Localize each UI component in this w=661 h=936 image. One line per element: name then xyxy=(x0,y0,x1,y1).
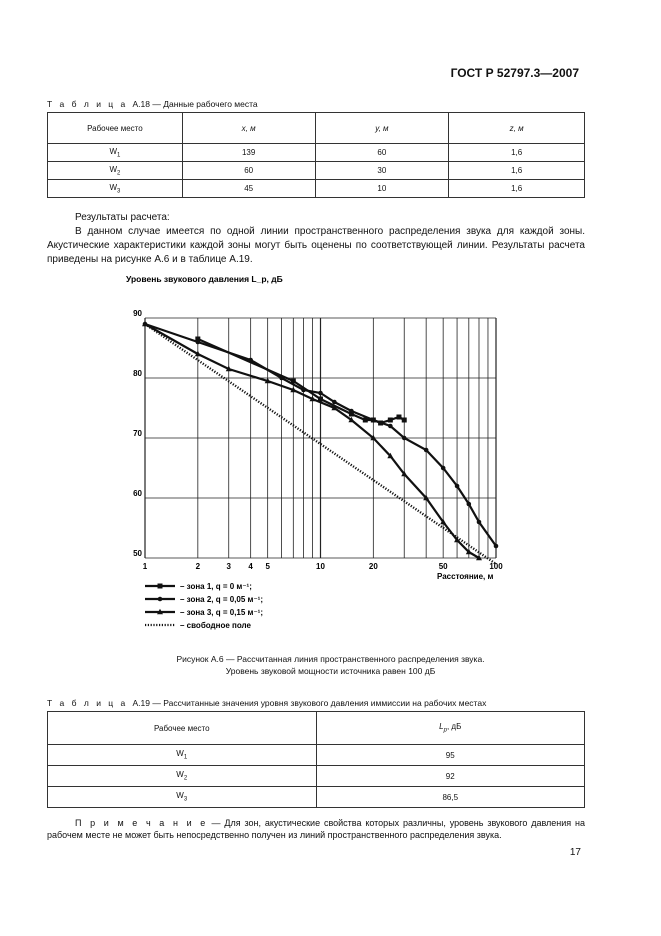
y-cell: 10 xyxy=(315,180,449,198)
results-section xyxy=(47,211,585,267)
header-cell: z, м xyxy=(449,113,585,144)
table-caption-prefix: Т а б л и ц а xyxy=(47,698,128,708)
y-cell: 60 xyxy=(315,144,449,162)
figure-caption xyxy=(47,653,614,677)
data-point-square xyxy=(388,418,393,423)
y-tick-label: 80 xyxy=(133,369,142,378)
place-cell: $W_1$ xyxy=(48,745,317,766)
data-point-circle xyxy=(279,376,284,381)
figure-caption-line1: Рисунок А.6 — Рассчитанная линия пространственного распределения звука. xyxy=(176,654,485,664)
results-paragraph: В данном случае имеется по одной линии пространственного распределения звука для каждой зоны. Акустические характеристики каждой зоны могут быть оценены по соответствующей линии. Результаты расчета приведены на рисунке А.6 и в таблице А.19. xyxy=(47,226,585,265)
legend-label: – зона 1, q = 0 м⁻¹; xyxy=(180,582,252,591)
table-row xyxy=(48,162,585,180)
table-row xyxy=(48,745,585,766)
value-cell: 86,5 xyxy=(316,787,584,808)
table-a19-caption xyxy=(47,698,486,708)
z-cell: 1,6 xyxy=(449,162,585,180)
x-tick-label: 50 xyxy=(438,562,448,571)
x-cell: 45 xyxy=(182,180,315,198)
series-line xyxy=(145,324,479,558)
note-prefix: П р и м е ч а н и е xyxy=(75,818,208,828)
data-point-square xyxy=(402,418,407,423)
place-cell: $W_2$ xyxy=(48,162,183,180)
table-caption-prefix: Т а б л и ц а xyxy=(47,99,128,109)
x-tick-label: 1 xyxy=(142,562,148,571)
place-cell: $W_3$ xyxy=(48,180,183,198)
y-tick-label: 70 xyxy=(133,429,142,438)
y-tick-label: 50 xyxy=(133,549,142,558)
value-cell: 95 xyxy=(316,745,584,766)
x-tick-label: 10 xyxy=(316,562,325,571)
header-cell: x, м xyxy=(182,113,315,144)
chart-ylabel: Уровень звукового давления L_p, дБ xyxy=(126,274,283,284)
sound-distribution-chart xyxy=(115,268,515,648)
note-text: — Для зон, акустические свойства которых различны, уровень звукового давления на рабочем месте не может быть непосредственно получен из линий пространственного распределения звука. xyxy=(47,818,585,840)
place-cell: $W_3$ xyxy=(48,787,317,808)
header-cell: $L_p$, дБ xyxy=(316,712,584,745)
x-tick-label: 5 xyxy=(265,562,270,571)
data-point-circle xyxy=(477,520,482,525)
table-a19 xyxy=(47,711,585,808)
place-cell: $W_1$ xyxy=(48,144,183,162)
value-cell: 92 xyxy=(316,766,584,787)
standard-code: ГОСТ Р 52797.3—2007 xyxy=(450,66,579,80)
x-tick-label: 3 xyxy=(226,562,231,571)
data-point-circle xyxy=(424,448,429,453)
figure-caption-line2: Уровень звуковой мощности источника равен 100 дБ xyxy=(225,666,436,676)
table-row xyxy=(48,766,585,787)
legend-label: – зона 3, q = 0,15 м⁻¹; xyxy=(180,608,263,617)
x-tick-label: 100 xyxy=(489,562,503,571)
header-cell: y, м xyxy=(315,113,449,144)
table-row xyxy=(48,787,585,808)
data-point-circle xyxy=(388,424,393,429)
page-number: 17 xyxy=(569,847,581,858)
data-point-circle xyxy=(371,418,376,423)
legend-label: – свободное поле xyxy=(180,621,251,630)
x-tick-label: 20 xyxy=(368,562,378,571)
y-tick-label: 60 xyxy=(133,489,142,498)
x-cell: 139 xyxy=(182,144,315,162)
data-point-circle xyxy=(455,484,460,489)
note xyxy=(47,817,585,841)
data-point-square xyxy=(396,415,401,420)
data-point-circle xyxy=(441,466,446,471)
data-point-circle xyxy=(349,409,354,414)
table-caption-text: А.18 — Данные рабочего места xyxy=(132,99,258,109)
chart-legend xyxy=(145,582,263,630)
table-caption-text: А.19 — Рассчитанные значения уровня звукового давления иммиссии на рабочих местах xyxy=(132,698,487,708)
table-a18-caption xyxy=(47,99,258,109)
data-point-circle xyxy=(301,388,306,393)
table-header-row xyxy=(48,712,585,745)
y-tick-label: 90 xyxy=(133,309,142,318)
header-cell: Рабочее место xyxy=(48,113,183,144)
results-heading: Результаты расчета: xyxy=(75,212,170,223)
data-point-circle xyxy=(158,597,163,602)
data-point-circle xyxy=(494,544,499,549)
table-a18 xyxy=(47,112,585,198)
data-point-circle xyxy=(248,358,253,363)
data-point-circle xyxy=(332,400,337,405)
place-cell: $W_2$ xyxy=(48,766,317,787)
y-cell: 30 xyxy=(315,162,449,180)
data-point-circle xyxy=(467,502,472,507)
chart-xlabel: Расстояние, м xyxy=(437,572,494,581)
data-point-circle xyxy=(196,340,201,345)
x-tick-label: 2 xyxy=(195,562,201,571)
legend-label: – зона 2, q = 0,05 м⁻¹; xyxy=(180,595,263,604)
header-cell: Рабочее место xyxy=(48,712,317,745)
data-point-circle xyxy=(402,436,407,441)
x-tick-label: 4 xyxy=(248,562,253,571)
x-cell: 60 xyxy=(182,162,315,180)
z-cell: 1,6 xyxy=(449,144,585,162)
data-point-square xyxy=(158,584,163,589)
data-point-circle xyxy=(318,391,323,396)
table-row xyxy=(48,180,585,198)
table-row xyxy=(48,144,585,162)
z-cell: 1,6 xyxy=(449,180,585,198)
table-header-row xyxy=(48,113,585,144)
